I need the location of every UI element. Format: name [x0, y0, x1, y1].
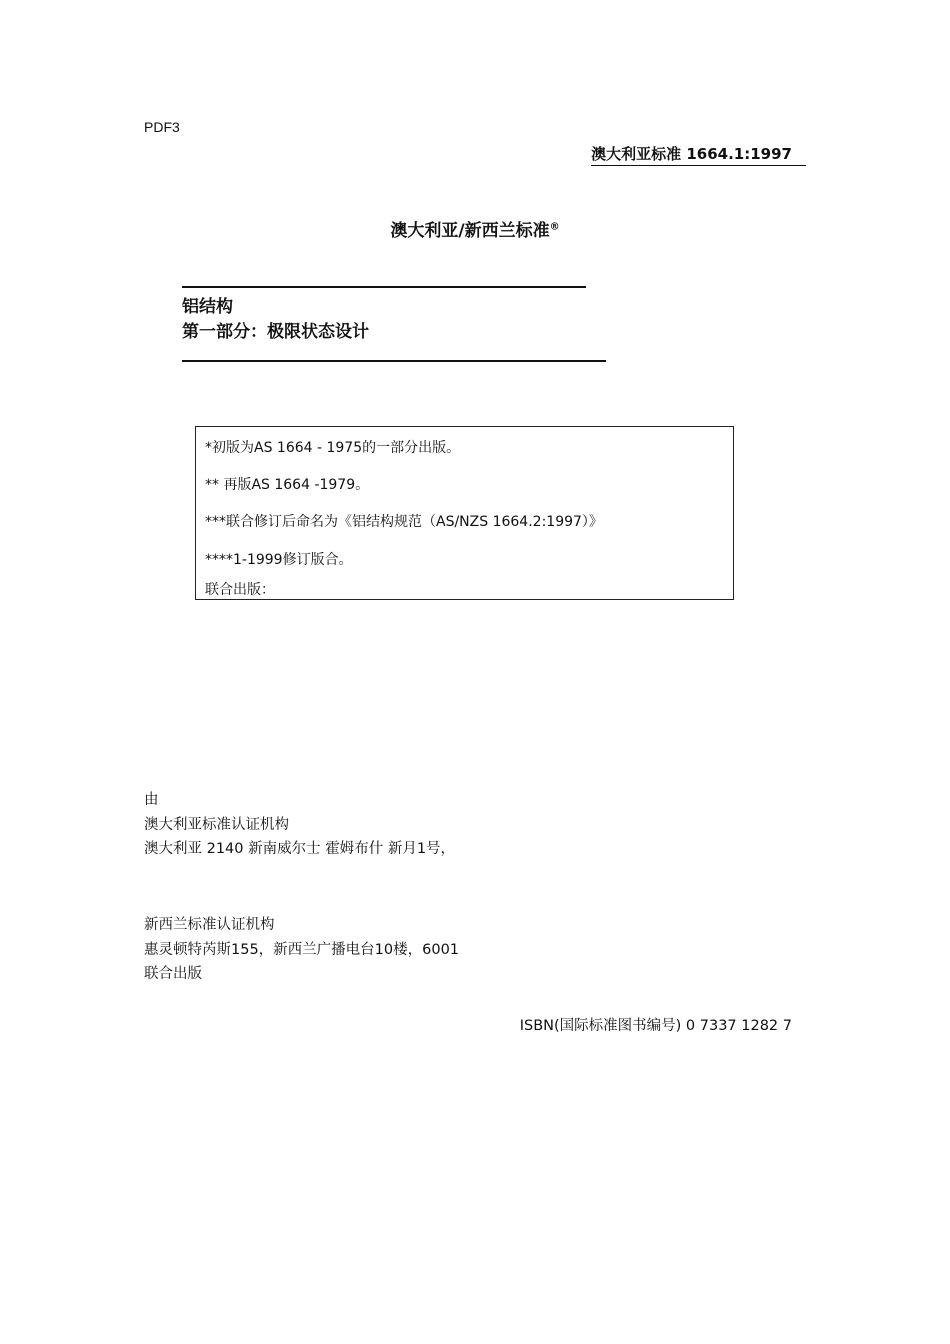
title-rule-top [182, 286, 586, 288]
joint-standard-title [0, 216, 950, 241]
registered-mark: ® [549, 221, 560, 233]
publisher-new-zealand [144, 913, 459, 987]
publisher-au-org: 澳大利亚标准认证机构 [144, 816, 289, 833]
publication-history-box [195, 426, 734, 600]
history-line: ** 再版AS 1664 -1979。 [205, 477, 370, 493]
isbn: ISBN(国际标准图书编号) 0 7337 1282 7 [519, 1018, 792, 1034]
history-line: ****1-1999修订版合。 [205, 552, 353, 568]
history-line: ***联合修订后命名为《铝结构规范（AS/NZS 1664.2:1997）》 [205, 514, 603, 530]
publisher-nz-address: 惠灵顿特芮斯155，新西兰广播电台10楼，6001 [144, 941, 460, 958]
standard-number: 澳大利亚标准 1664.1:1997 [591, 143, 806, 166]
publisher-nz-org: 新西兰标准认证机构 [144, 917, 275, 933]
publisher-au-address: 澳大利亚 2140 新南威尔士 霍姆布什 新月1号， [144, 841, 456, 857]
document-title: 铝结构 [182, 297, 233, 317]
publisher-by: 由 [144, 792, 159, 808]
document-subtitle: 第一部分：极限状态设计 [182, 322, 369, 342]
publisher-australia [144, 788, 455, 862]
publisher-nz-note: 联合出版 [144, 966, 202, 982]
history-line: 联合出版： [205, 582, 275, 598]
title-rule-bottom [182, 360, 606, 362]
document-label: PDF3 [144, 119, 180, 135]
joint-standard-text: 澳大利亚/新西兰标准 [390, 221, 550, 241]
history-line: *初版为AS 1664 - 1975的一部分出版。 [205, 440, 461, 456]
